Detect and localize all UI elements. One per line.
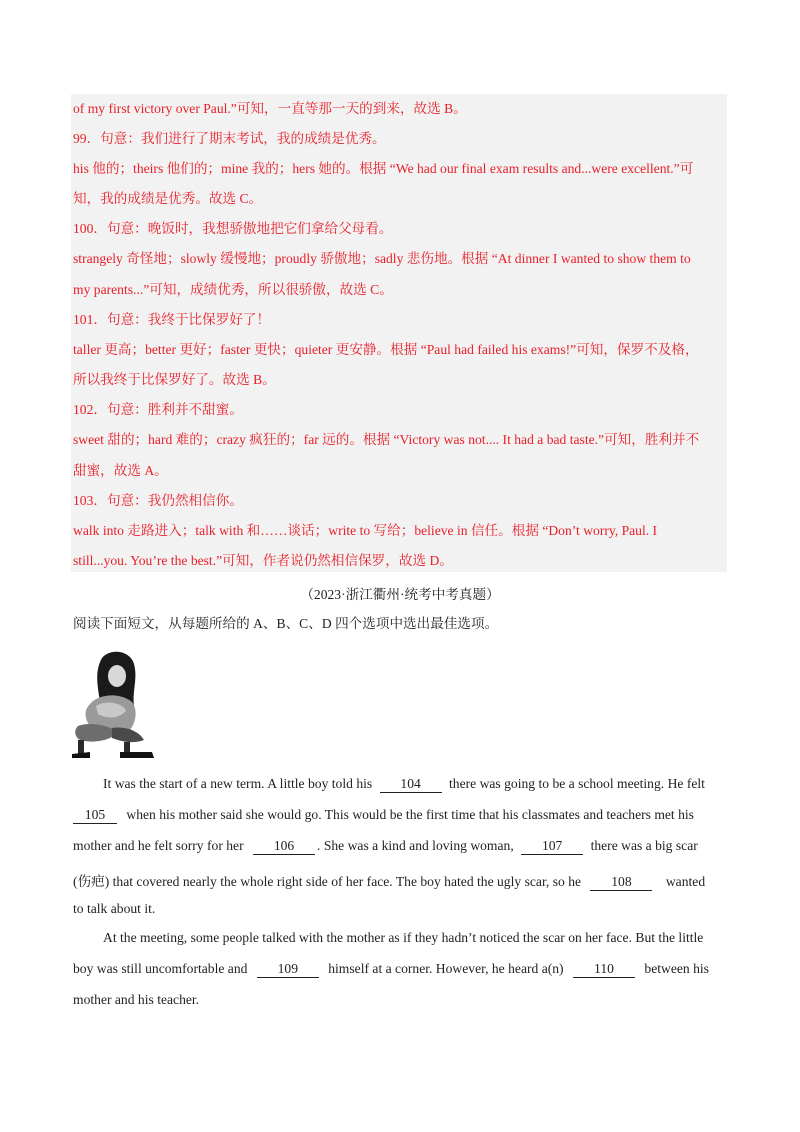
- blank-107: 107: [521, 838, 583, 855]
- passage-line: [103, 776, 759, 793]
- answer-line: his 他的；theirs 他们的；mine 我的；hers 她的。根据 “We had our final exam results and...were excellent.”可: [73, 161, 694, 176]
- blank-106: 106: [253, 838, 315, 855]
- answer-line: 99．句意：我们进行了期末考试，我的成绩是优秀。: [73, 131, 386, 146]
- answer-line: still...you. You’re the best.”可知，作者说仍然相信保罗，故选 D。: [73, 553, 453, 568]
- passage-text: (伤疤) that covered nearly the whole right side of her face. The boy hated the ugly scar, so he: [73, 874, 582, 889]
- answer-line: walk into 走路进入；talk with 和……谈话；write to 写给；believe in 信任。根据 “Don’t worry, Paul. I: [73, 523, 658, 538]
- answer-line: 102．句意：胜利并不甜蜜。: [73, 402, 243, 417]
- exam-source: （2023·浙江衢州·统考中考真题）: [300, 587, 500, 602]
- passage-text: It was the start of a new term. A little boy told his: [103, 776, 373, 791]
- passage-line: to talk about it.: [73, 901, 156, 916]
- passage-text: between his: [644, 961, 709, 976]
- answer-line: of my first victory over Paul.”可知，一直等那一天的到来，故选 B。: [73, 101, 467, 116]
- passage-text: wanted: [665, 874, 706, 889]
- passage-text: there was a big scar: [590, 838, 698, 853]
- blank-105: 105: [73, 807, 117, 824]
- passage-text: there was going to be a school meeting. He felt: [449, 776, 705, 791]
- answer-line: strangely 奇怪地；slowly 缓慢地；proudly 骄傲地；sadly 悲伤地。根据 “At dinner I wanted to show them to: [73, 251, 691, 266]
- instruction: 阅读下面短文，从每题所给的 A、B、C、D 四个选项中选出最佳选项。: [73, 616, 499, 631]
- answer-line: 100．句意：晚饭时，我想骄傲地把它们拿给父母看。: [73, 221, 393, 236]
- blank-110: 110: [573, 961, 635, 978]
- blank-108: 108: [590, 874, 652, 891]
- passage-line: [73, 870, 729, 891]
- passage-text: himself at a corner. However, he heard a(n): [328, 961, 564, 976]
- passage-line: mother and his teacher.: [73, 992, 200, 1007]
- answer-line: 甜蜜，故选 A。: [73, 463, 168, 478]
- answer-line: sweet 甜的；hard 难的；crazy 疯狂的；far 远的。根据 “Victory was not.... It had a bad taste.”可知，胜利并不: [73, 432, 700, 447]
- blank-104: 104: [380, 776, 442, 793]
- passage-line: At the meeting, some people talked with the mother as if they hadn’t noticed the scar on her face. But the little: [103, 930, 704, 945]
- passage-text: when his mother said she would go. This would be the first time that his classmates and teachers met his: [126, 807, 694, 822]
- answer-line: 所以我终于比保罗好了。故选 B。: [73, 372, 276, 387]
- passage-line: [73, 838, 729, 855]
- answer-line: 103．句意：我仍然相信你。: [73, 493, 243, 508]
- passage-text: . She was a kind and loving woman,: [317, 838, 514, 853]
- passage-line: [73, 961, 729, 978]
- answer-line: taller 更高；better 更好；faster 更快；quieter 更安静。根据 “Paul had failed his exams!”可知，保罗不及格，: [73, 342, 699, 357]
- passage-line: [73, 807, 729, 824]
- passage-text: mother and he felt sorry for her: [73, 838, 244, 853]
- girl-illustration: [72, 648, 156, 760]
- answer-line: 知，我的成绩是优秀。故选 C。: [73, 191, 263, 206]
- answer-line: my parents...”可知，成绩优秀，所以很骄傲，故选 C。: [73, 282, 393, 297]
- blank-109: 109: [257, 961, 319, 978]
- answer-line: 101．句意：我终于比保罗好了！: [73, 312, 271, 327]
- passage-text: boy was still uncomfortable and: [73, 961, 248, 976]
